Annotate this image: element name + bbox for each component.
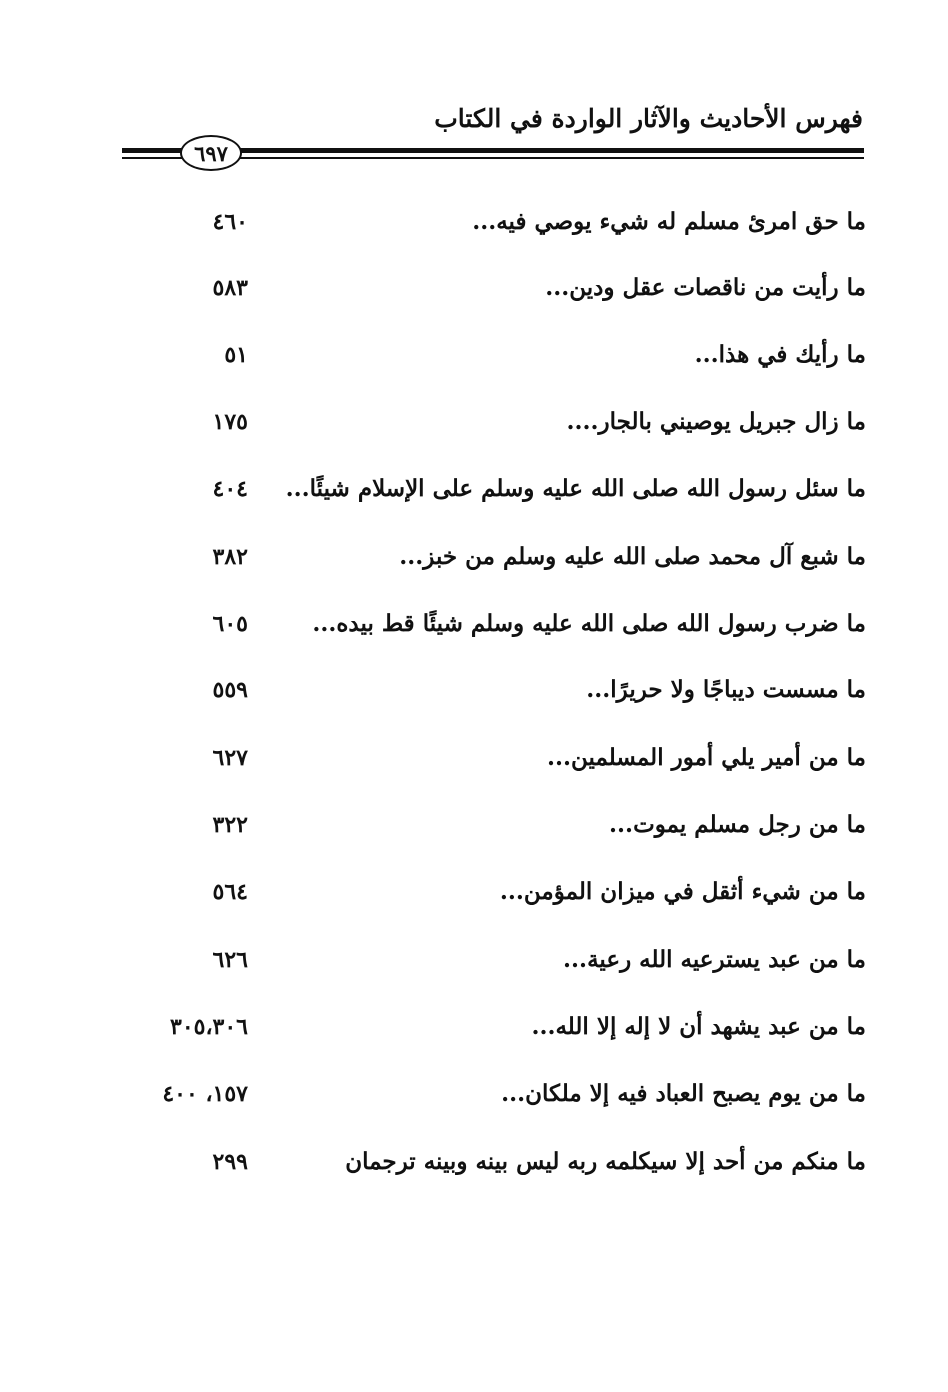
entry-text: ما من شيء أثقل في ميزان المؤمن... xyxy=(499,878,866,905)
entry-page-numbers: ٢٩٩ xyxy=(212,1149,248,1175)
entry-text: ما شبع آل محمد صلى الله عليه وسلم من خبز... xyxy=(399,543,866,570)
index-entry xyxy=(0,668,948,712)
entry-text: ما من عبد يسترعيه الله رعية... xyxy=(563,946,866,973)
entry-text: ما حق امرئ مسلم له شيء يوصي فيه... xyxy=(472,208,866,235)
index-entry xyxy=(0,467,948,511)
entry-text: ما من رجل مسلم يموت... xyxy=(609,811,866,838)
index-entry xyxy=(0,333,948,377)
index-entry xyxy=(0,870,948,914)
entry-page-numbers: ٤٠٤ xyxy=(212,476,248,502)
entry-page-numbers: ٥٦٤ xyxy=(212,879,248,905)
entry-page-numbers: ٦٢٧ xyxy=(212,745,248,771)
running-title: فهرس الأحاديث والآثار الواردة في الكتاب xyxy=(434,104,863,133)
entry-page-numbers: ٦٠٥ xyxy=(212,611,248,637)
index-entry xyxy=(0,736,948,780)
entry-text: ما رأيك في هذا... xyxy=(694,341,866,368)
index-entry xyxy=(0,1140,948,1184)
entry-text: ما مسست ديباجًا ولا حريرًا... xyxy=(586,676,866,703)
entry-page-numbers: ١٧٥ xyxy=(212,409,248,435)
entry-page-numbers: ٥٨٣ xyxy=(212,275,248,301)
entry-text: ما ضرب رسول الله صلى الله عليه وسلم شيئًا قط بيده... xyxy=(312,610,866,637)
index-entry xyxy=(0,200,948,244)
entry-page-numbers: ١٥٧، ٤٠٠ xyxy=(162,1081,248,1107)
entry-text: ما زال جبريل يوصيني بالجار.... xyxy=(566,408,866,435)
entry-page-numbers: ٥١ xyxy=(224,342,248,368)
entry-page-numbers: ٣٠٥،٣٠٦ xyxy=(170,1014,248,1040)
entry-page-numbers: ٣٢٢ xyxy=(212,812,248,838)
index-entry xyxy=(0,400,948,444)
index-entry xyxy=(0,535,948,579)
index-entry xyxy=(0,1005,948,1049)
entry-text: ما من يوم يصبح العباد فيه إلا ملكان... xyxy=(501,1080,866,1107)
page-number: ٦٩٧ xyxy=(180,135,242,171)
entry-page-numbers: ٤٦٠ xyxy=(212,209,248,235)
entry-page-numbers: ٥٥٩ xyxy=(212,677,248,703)
entry-text: ما من عبد يشهد أن لا إله إلا الله... xyxy=(531,1013,866,1040)
index-entry xyxy=(0,602,948,646)
entry-page-numbers: ٦٢٦ xyxy=(212,947,248,973)
index-entry xyxy=(0,1072,948,1116)
index-entry xyxy=(0,938,948,982)
entry-text: ما رأيت من ناقصات عقل ودين... xyxy=(545,274,866,301)
entry-text: ما منكم من أحد إلا سيكلمه ربه ليس بينه وبينه ترجمان xyxy=(345,1148,866,1175)
entry-text: ما من أمير يلي أمور المسلمين... xyxy=(546,744,866,771)
entry-text: ما سئل رسول الله صلى الله عليه وسلم على الإسلام شيئًا... xyxy=(285,475,866,502)
entry-page-numbers: ٣٨٢ xyxy=(212,544,248,570)
index-entry xyxy=(0,803,948,847)
index-entry xyxy=(0,266,948,310)
